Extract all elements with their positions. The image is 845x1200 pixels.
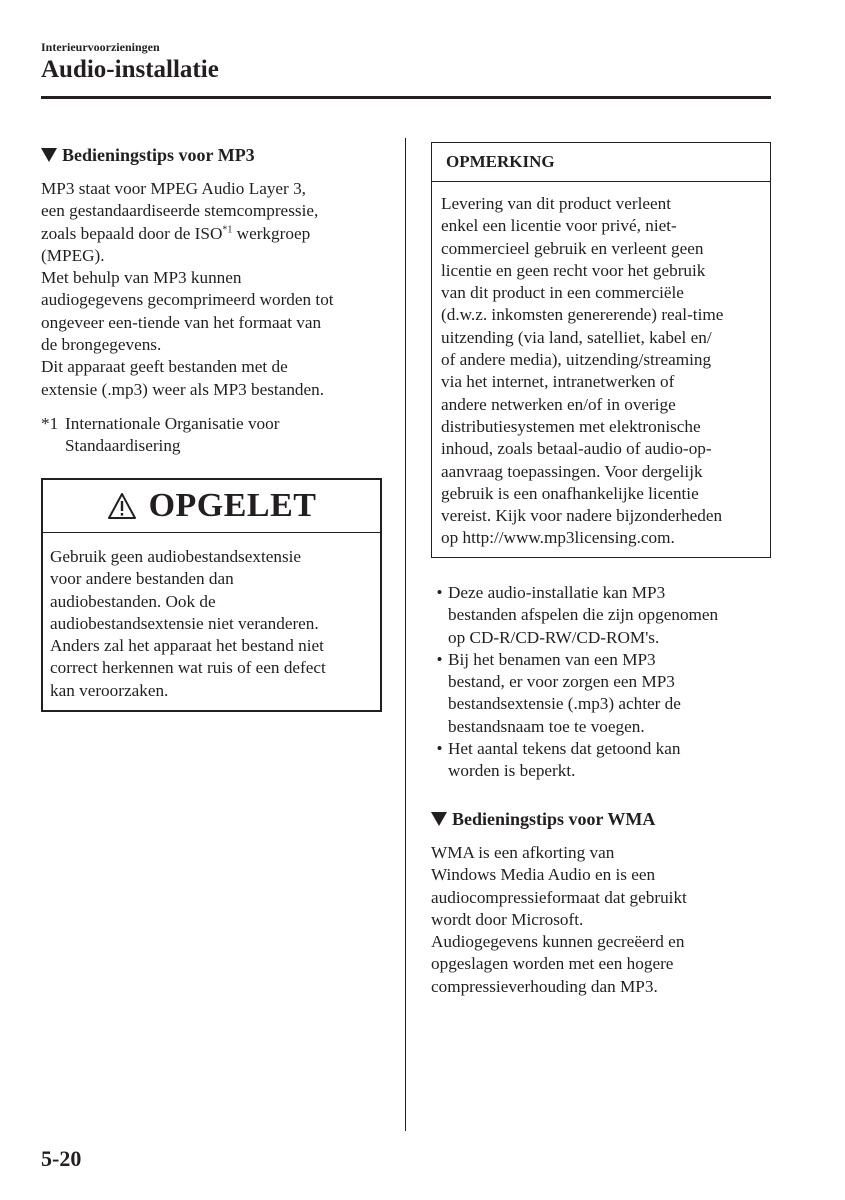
note-line: uitzending (via land, satelliet, kabel en/ xyxy=(441,327,712,347)
footnote-line: Standaardisering xyxy=(65,436,181,456)
mp3-body xyxy=(41,178,386,401)
note-line: Levering van dit product verleent xyxy=(441,194,672,213)
mp3-para-2-line: ongeveer een-tiende van het formaat van xyxy=(41,312,322,332)
warning-triangle-icon xyxy=(107,492,137,520)
wma-heading-text: Bedieningstips voor WMA xyxy=(452,809,656,829)
note-line: inhoud, zoals betaal-audio of audio-op- xyxy=(441,439,712,459)
bullet-line: bestandsnaam toe te voegen. xyxy=(448,716,645,736)
mp3-para-2-line: Met behulp van MP3 kunnen xyxy=(41,268,242,288)
wma-line: Audiogegevens kunnen gecreëerd en xyxy=(431,932,685,952)
note-line: gebruik is een onafhankelijke licentie xyxy=(441,483,699,503)
wma-heading xyxy=(431,806,776,832)
warning-line: voor andere bestanden dan xyxy=(50,569,234,589)
note-line: aanvraag toepassingen. Voor dergelijk xyxy=(441,461,703,481)
wma-line: audiocompressieformaat dat gebruikt xyxy=(431,887,687,907)
note-line: distributiesystemen met elektronische xyxy=(441,416,701,436)
left-column xyxy=(41,142,386,458)
note-line: licentie en geen recht voor het gebruik xyxy=(441,260,706,280)
warning-line: kan veroorzaken. xyxy=(50,680,169,700)
triangle-down-icon xyxy=(41,148,57,162)
wma-line: WMA is een afkorting van xyxy=(431,843,615,862)
warning-line: Anders zal het apparaat het bestand niet xyxy=(50,636,324,656)
footnote-mark: *1 xyxy=(41,413,59,433)
list-item xyxy=(431,582,776,649)
mp3-heading-text: Bedieningstips voor MP3 xyxy=(62,145,255,165)
mp3-para-3-line: extensie (.mp3) weer als MP3 bestanden. xyxy=(41,379,325,399)
page-number: 5-20 xyxy=(41,1146,82,1171)
bullet-line: Bij het benamen van een MP3 xyxy=(448,649,656,669)
note-line: enkel een licentie voor privé, niet- xyxy=(441,216,677,236)
note-line: (d.w.z. inkomsten genererende) real-time xyxy=(441,305,724,325)
bullet-line: Het aantal tekens dat getoond kan xyxy=(448,739,681,759)
bullet-line: op CD-R/CD-RW/CD-ROM's. xyxy=(448,627,660,647)
column-divider xyxy=(405,138,406,1131)
header-rule xyxy=(41,96,771,99)
note-body xyxy=(432,182,770,550)
warning-line: audiobestandsextensie niet veranderen. xyxy=(50,613,319,633)
bullet-line: bestanden afspelen die zijn opgenomen xyxy=(448,605,719,625)
warning-body xyxy=(43,533,380,702)
warning-line: Gebruik geen audiobestandsextensie xyxy=(50,547,302,566)
bullet-dot: • xyxy=(436,583,443,602)
bullet-line: worden is beperkt. xyxy=(448,761,576,781)
wma-line: opgeslagen worden met een hogere xyxy=(431,954,674,974)
note-header: OPMERKING xyxy=(432,143,770,182)
mp3-line-1: MP3 staat voor MPEG Audio Layer 3, xyxy=(41,179,306,198)
footnote-ref: *1 xyxy=(222,223,233,235)
mp3-heading xyxy=(41,142,386,168)
footnote-line: Internationale Organisatie voor xyxy=(65,413,280,433)
page-title: Audio-installatie xyxy=(41,56,219,83)
mp3-para-2-line: de brongegevens. xyxy=(41,335,162,355)
note-line: op http://www.mp3licensing.com. xyxy=(441,528,675,548)
wma-section xyxy=(431,806,776,998)
section-label: Interieurvoorzieningen xyxy=(41,40,160,54)
warning-title: OPGELET xyxy=(148,487,317,524)
note-line: of andere media), uitzending/streaming xyxy=(441,350,712,370)
bullet-list xyxy=(431,582,776,783)
wma-line: Windows Media Audio en is een xyxy=(431,865,656,885)
list-item xyxy=(431,738,776,783)
mp3-para-2-line: audiogegevens gecomprimeerd worden tot xyxy=(41,290,334,310)
bullet-line: bestandsextensie (.mp3) achter de xyxy=(448,694,681,714)
mp3-para-3-line: Dit apparaat geeft bestanden met de xyxy=(41,357,288,377)
bullet-line: bestand, er voor zorgen een MP3 xyxy=(448,672,675,692)
mp3-line-3b: werkgroep xyxy=(232,223,311,243)
wma-line: compressieverhouding dan MP3. xyxy=(431,976,658,996)
triangle-down-icon xyxy=(431,812,447,826)
warning-header xyxy=(43,480,380,533)
bullet-dot: • xyxy=(436,649,443,669)
warning-box xyxy=(41,478,382,712)
note-box xyxy=(431,142,771,558)
footnote xyxy=(41,413,386,458)
note-line: via het internet, intranetwerken of xyxy=(441,372,675,392)
bullet-line: Deze audio-installatie kan MP3 xyxy=(448,583,666,602)
mp3-line-4: (MPEG). xyxy=(41,245,105,265)
note-line: commercieel gebruik en verleent geen xyxy=(441,238,704,258)
warning-line: audiobestanden. Ook de xyxy=(50,591,216,611)
list-item xyxy=(431,649,776,738)
bullet-dot: • xyxy=(436,739,443,759)
wma-line: wordt door Microsoft. xyxy=(431,909,584,929)
mp3-line-2: een gestandaardiseerde stemcompressie, xyxy=(41,201,319,221)
mp3-line-3a: zoals bepaald door de ISO xyxy=(41,223,223,243)
note-line: andere netwerken en/of in overige xyxy=(441,394,676,414)
wma-body xyxy=(431,842,776,998)
note-line: van dit product in een commerciële xyxy=(441,283,684,303)
note-line: vereist. Kijk voor nadere bijzonderheden xyxy=(441,506,723,526)
warning-line: correct herkennen wat ruis of een defect xyxy=(50,658,326,678)
